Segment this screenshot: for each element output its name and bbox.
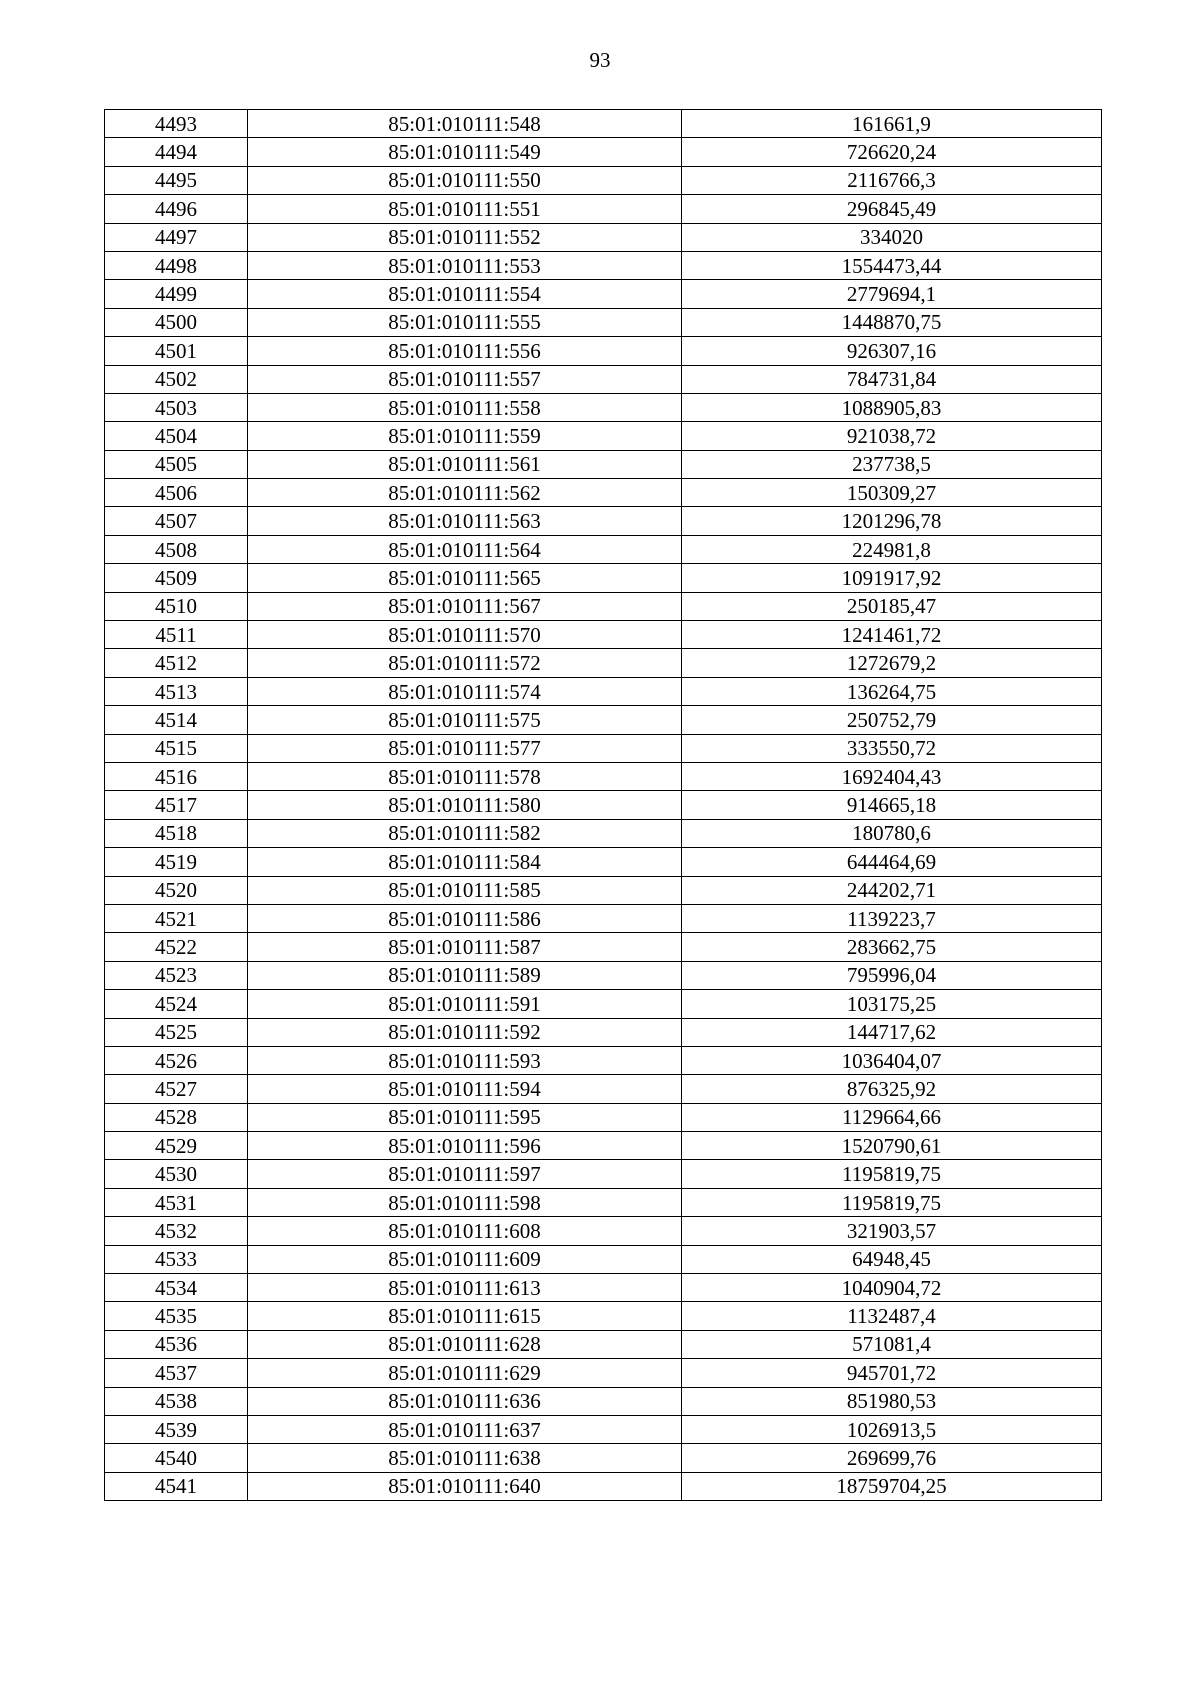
- table-row: [105, 564, 1102, 592]
- table-row: [105, 706, 1102, 734]
- value-cell: 180780,6: [682, 819, 1102, 847]
- row-number-cell: 4507: [105, 507, 248, 535]
- value-cell: 1195819,75: [682, 1160, 1102, 1188]
- table-row: [105, 422, 1102, 450]
- table-row: [105, 251, 1102, 279]
- row-number-cell: 4512: [105, 649, 248, 677]
- row-number-cell: 4500: [105, 308, 248, 336]
- value-cell: 321903,57: [682, 1217, 1102, 1245]
- value-cell: 2116766,3: [682, 166, 1102, 194]
- value-cell: 1026913,5: [682, 1415, 1102, 1443]
- value-cell: 876325,92: [682, 1075, 1102, 1103]
- cadastral-number-cell: 85:01:010111:586: [248, 904, 682, 932]
- value-cell: 1129664,66: [682, 1103, 1102, 1131]
- value-cell: 136264,75: [682, 677, 1102, 705]
- value-cell: 921038,72: [682, 422, 1102, 450]
- cadastral-number-cell: 85:01:010111:593: [248, 1046, 682, 1074]
- row-number-cell: 4502: [105, 365, 248, 393]
- row-number-cell: 4495: [105, 166, 248, 194]
- row-number-cell: 4498: [105, 251, 248, 279]
- value-cell: 250185,47: [682, 592, 1102, 620]
- table-row: [105, 1160, 1102, 1188]
- row-number-cell: 4521: [105, 904, 248, 932]
- row-number-cell: 4534: [105, 1274, 248, 1302]
- cadastral-number-cell: 85:01:010111:582: [248, 819, 682, 847]
- row-number-cell: 4529: [105, 1132, 248, 1160]
- cadastral-number-cell: 85:01:010111:640: [248, 1472, 682, 1500]
- table-row: [105, 535, 1102, 563]
- row-number-cell: 4532: [105, 1217, 248, 1245]
- cadastral-number-cell: 85:01:010111:548: [248, 110, 682, 138]
- table-row: [105, 961, 1102, 989]
- cadastral-number-cell: 85:01:010111:551: [248, 195, 682, 223]
- value-cell: 1448870,75: [682, 308, 1102, 336]
- row-number-cell: 4536: [105, 1330, 248, 1358]
- cadastral-number-cell: 85:01:010111:591: [248, 990, 682, 1018]
- row-number-cell: 4515: [105, 734, 248, 762]
- table-row: [105, 138, 1102, 166]
- value-cell: 1520790,61: [682, 1132, 1102, 1160]
- row-number-cell: 4535: [105, 1302, 248, 1330]
- cadastral-table: [104, 109, 1102, 1501]
- cadastral-number-cell: 85:01:010111:562: [248, 479, 682, 507]
- value-cell: 144717,62: [682, 1018, 1102, 1046]
- cadastral-number-cell: 85:01:010111:589: [248, 961, 682, 989]
- value-cell: 103175,25: [682, 990, 1102, 1018]
- value-cell: 784731,84: [682, 365, 1102, 393]
- table-row: [105, 479, 1102, 507]
- cadastral-number-cell: 85:01:010111:570: [248, 621, 682, 649]
- row-number-cell: 4537: [105, 1359, 248, 1387]
- row-number-cell: 4509: [105, 564, 248, 592]
- table-row: [105, 848, 1102, 876]
- row-number-cell: 4524: [105, 990, 248, 1018]
- value-cell: 237738,5: [682, 450, 1102, 478]
- row-number-cell: 4525: [105, 1018, 248, 1046]
- table-row: [105, 876, 1102, 904]
- cadastral-number-cell: 85:01:010111:558: [248, 393, 682, 421]
- row-number-cell: 4539: [105, 1415, 248, 1443]
- value-cell: 945701,72: [682, 1359, 1102, 1387]
- cadastral-number-cell: 85:01:010111:565: [248, 564, 682, 592]
- table-row: [105, 1444, 1102, 1472]
- value-cell: 1088905,83: [682, 393, 1102, 421]
- cadastral-number-cell: 85:01:010111:561: [248, 450, 682, 478]
- row-number-cell: 4513: [105, 677, 248, 705]
- value-cell: 224981,8: [682, 535, 1102, 563]
- cadastral-number-cell: 85:01:010111:564: [248, 535, 682, 563]
- row-number-cell: 4517: [105, 791, 248, 819]
- value-cell: 150309,27: [682, 479, 1102, 507]
- row-number-cell: 4519: [105, 848, 248, 876]
- value-cell: 1692404,43: [682, 762, 1102, 790]
- table-row: [105, 365, 1102, 393]
- cadastral-number-cell: 85:01:010111:584: [248, 848, 682, 876]
- value-cell: 571081,4: [682, 1330, 1102, 1358]
- row-number-cell: 4520: [105, 876, 248, 904]
- cadastral-number-cell: 85:01:010111:552: [248, 223, 682, 251]
- page-number: 93: [589, 48, 611, 72]
- row-number-cell: 4538: [105, 1387, 248, 1415]
- value-cell: 644464,69: [682, 848, 1102, 876]
- table-row: [105, 1415, 1102, 1443]
- cadastral-number-cell: 85:01:010111:592: [248, 1018, 682, 1046]
- row-number-cell: 4540: [105, 1444, 248, 1472]
- table-row: [105, 1472, 1102, 1500]
- table-row: [105, 1103, 1102, 1131]
- table-row: [105, 1245, 1102, 1273]
- value-cell: 1036404,07: [682, 1046, 1102, 1074]
- row-number-cell: 4514: [105, 706, 248, 734]
- table-row: [105, 450, 1102, 478]
- table-row: [105, 621, 1102, 649]
- cadastral-number-cell: 85:01:010111:550: [248, 166, 682, 194]
- row-number-cell: 4499: [105, 280, 248, 308]
- table-row: [105, 990, 1102, 1018]
- value-cell: 333550,72: [682, 734, 1102, 762]
- cadastral-number-cell: 85:01:010111:608: [248, 1217, 682, 1245]
- table-row: [105, 933, 1102, 961]
- cadastral-number-cell: 85:01:010111:585: [248, 876, 682, 904]
- row-number-cell: 4541: [105, 1472, 248, 1500]
- table-row: [105, 1018, 1102, 1046]
- value-cell: 1040904,72: [682, 1274, 1102, 1302]
- cadastral-number-cell: 85:01:010111:609: [248, 1245, 682, 1273]
- table-row: [105, 904, 1102, 932]
- cadastral-number-cell: 85:01:010111:555: [248, 308, 682, 336]
- cadastral-number-cell: 85:01:010111:596: [248, 1132, 682, 1160]
- row-number-cell: 4501: [105, 337, 248, 365]
- table-row: [105, 1330, 1102, 1358]
- cadastral-number-cell: 85:01:010111:637: [248, 1415, 682, 1443]
- cadastral-number-cell: 85:01:010111:598: [248, 1188, 682, 1216]
- value-cell: 1554473,44: [682, 251, 1102, 279]
- table-row: [105, 1188, 1102, 1216]
- cadastral-number-cell: 85:01:010111:580: [248, 791, 682, 819]
- value-cell: 726620,24: [682, 138, 1102, 166]
- cadastral-number-cell: 85:01:010111:595: [248, 1103, 682, 1131]
- table-row: [105, 166, 1102, 194]
- row-number-cell: 4526: [105, 1046, 248, 1074]
- value-cell: 2779694,1: [682, 280, 1102, 308]
- value-cell: 1091917,92: [682, 564, 1102, 592]
- value-cell: 914665,18: [682, 791, 1102, 819]
- cadastral-number-cell: 85:01:010111:554: [248, 280, 682, 308]
- value-cell: 161661,9: [682, 110, 1102, 138]
- table-row: [105, 762, 1102, 790]
- cadastral-number-cell: 85:01:010111:629: [248, 1359, 682, 1387]
- value-cell: 795996,04: [682, 961, 1102, 989]
- cadastral-number-cell: 85:01:010111:587: [248, 933, 682, 961]
- table-row: [105, 819, 1102, 847]
- row-number-cell: 4522: [105, 933, 248, 961]
- value-cell: 269699,76: [682, 1444, 1102, 1472]
- value-cell: 296845,49: [682, 195, 1102, 223]
- value-cell: 1139223,7: [682, 904, 1102, 932]
- cadastral-number-cell: 85:01:010111:563: [248, 507, 682, 535]
- value-cell: 244202,71: [682, 876, 1102, 904]
- table-row: [105, 1359, 1102, 1387]
- table-body: [105, 110, 1102, 1501]
- row-number-cell: 4531: [105, 1188, 248, 1216]
- row-number-cell: 4503: [105, 393, 248, 421]
- row-number-cell: 4493: [105, 110, 248, 138]
- row-number-cell: 4523: [105, 961, 248, 989]
- table-row: [105, 1302, 1102, 1330]
- cadastral-number-cell: 85:01:010111:628: [248, 1330, 682, 1358]
- table-row: [105, 393, 1102, 421]
- table-row: [105, 1075, 1102, 1103]
- value-cell: 250752,79: [682, 706, 1102, 734]
- value-cell: 283662,75: [682, 933, 1102, 961]
- value-cell: 18759704,25: [682, 1472, 1102, 1500]
- value-cell: 1241461,72: [682, 621, 1102, 649]
- row-number-cell: 4494: [105, 138, 248, 166]
- cadastral-number-cell: 85:01:010111:556: [248, 337, 682, 365]
- row-number-cell: 4533: [105, 1245, 248, 1273]
- row-number-cell: 4505: [105, 450, 248, 478]
- value-cell: 851980,53: [682, 1387, 1102, 1415]
- row-number-cell: 4510: [105, 592, 248, 620]
- cadastral-number-cell: 85:01:010111:567: [248, 592, 682, 620]
- value-cell: 1272679,2: [682, 649, 1102, 677]
- cadastral-number-cell: 85:01:010111:574: [248, 677, 682, 705]
- cadastral-number-cell: 85:01:010111:549: [248, 138, 682, 166]
- value-cell: 1195819,75: [682, 1188, 1102, 1216]
- table-row: [105, 280, 1102, 308]
- row-number-cell: 4496: [105, 195, 248, 223]
- row-number-cell: 4508: [105, 535, 248, 563]
- table-row: [105, 677, 1102, 705]
- cadastral-number-cell: 85:01:010111:578: [248, 762, 682, 790]
- table-row: [105, 1387, 1102, 1415]
- table-row: [105, 592, 1102, 620]
- table-row: [105, 791, 1102, 819]
- table-row: [105, 507, 1102, 535]
- cadastral-number-cell: 85:01:010111:559: [248, 422, 682, 450]
- cadastral-number-cell: 85:01:010111:594: [248, 1075, 682, 1103]
- row-number-cell: 4511: [105, 621, 248, 649]
- table-row: [105, 308, 1102, 336]
- table-row: [105, 1217, 1102, 1245]
- row-number-cell: 4504: [105, 422, 248, 450]
- value-cell: 1132487,4: [682, 1302, 1102, 1330]
- value-cell: 334020: [682, 223, 1102, 251]
- cadastral-number-cell: 85:01:010111:613: [248, 1274, 682, 1302]
- table-row: [105, 110, 1102, 138]
- row-number-cell: 4530: [105, 1160, 248, 1188]
- row-number-cell: 4527: [105, 1075, 248, 1103]
- row-number-cell: 4516: [105, 762, 248, 790]
- value-cell: 926307,16: [682, 337, 1102, 365]
- table-row: [105, 1046, 1102, 1074]
- value-cell: 1201296,78: [682, 507, 1102, 535]
- table-row: [105, 337, 1102, 365]
- table-row: [105, 1132, 1102, 1160]
- table-row: [105, 223, 1102, 251]
- cadastral-number-cell: 85:01:010111:557: [248, 365, 682, 393]
- cadastral-number-cell: 85:01:010111:575: [248, 706, 682, 734]
- cadastral-number-cell: 85:01:010111:615: [248, 1302, 682, 1330]
- row-number-cell: 4528: [105, 1103, 248, 1131]
- value-cell: 64948,45: [682, 1245, 1102, 1273]
- table-row: [105, 734, 1102, 762]
- row-number-cell: 4497: [105, 223, 248, 251]
- table-row: [105, 195, 1102, 223]
- cadastral-number-cell: 85:01:010111:572: [248, 649, 682, 677]
- cadastral-number-cell: 85:01:010111:553: [248, 251, 682, 279]
- row-number-cell: 4506: [105, 479, 248, 507]
- row-number-cell: 4518: [105, 819, 248, 847]
- cadastral-number-cell: 85:01:010111:638: [248, 1444, 682, 1472]
- table-row: [105, 649, 1102, 677]
- cadastral-number-cell: 85:01:010111:577: [248, 734, 682, 762]
- cadastral-number-cell: 85:01:010111:597: [248, 1160, 682, 1188]
- table-row: [105, 1274, 1102, 1302]
- cadastral-number-cell: 85:01:010111:636: [248, 1387, 682, 1415]
